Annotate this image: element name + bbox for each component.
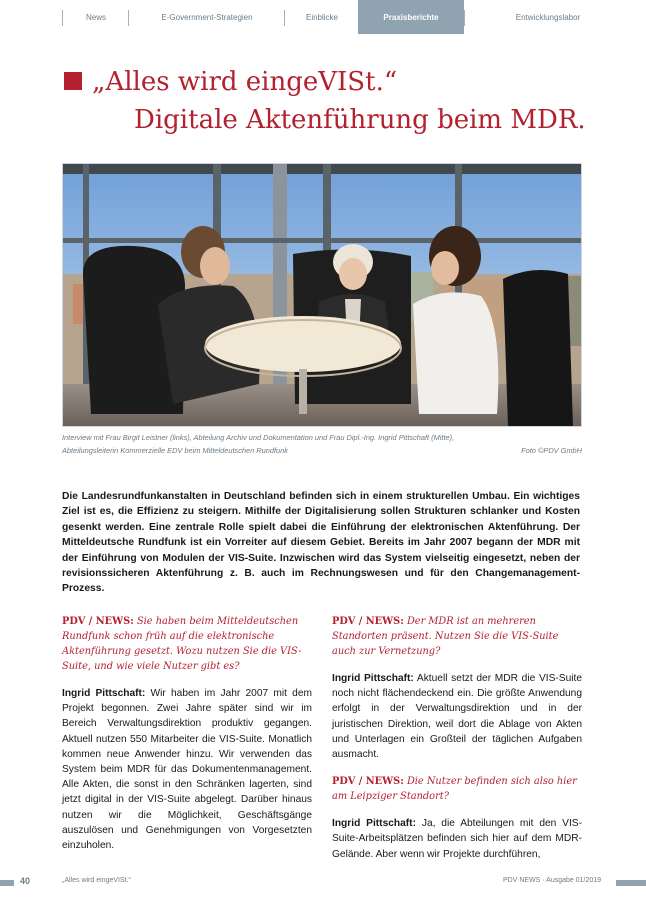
answer-2	[332, 671, 582, 762]
page-number: 40	[20, 876, 31, 886]
tab-e-government-strategien[interactable]: E-Government-Strategien	[128, 10, 285, 26]
tab-einblicke[interactable]: Einblicke	[284, 10, 359, 26]
answer-2-text: Aktuell setzt der MDR die VIS-Suite noch nicht flächendeckend ein. Die größte Anwendung erfolgt in der Verwaltungsdirektion und in der juristischen Direktion, weil dort die Ablage von Akten und Unterlagen ein Großteil der täglichen Aufgaben ausmacht.	[332, 673, 582, 761]
answer-1	[62, 686, 312, 853]
issue-label: PDV NEWS · Ausgabe 01/2019	[503, 877, 602, 884]
footer-bar-left	[0, 880, 14, 886]
answer-3	[332, 816, 582, 862]
photo-credit: Foto ©PDV GmbH	[521, 446, 582, 455]
tab-praxisberichte[interactable]: Praxisberichte	[358, 0, 464, 34]
question-1-label: PDV / NEWS:	[62, 616, 134, 627]
running-title: „Alles wird eingeVISt.“	[62, 877, 131, 884]
headline-line-2: Digitale Aktenführung beim MDR.	[134, 105, 586, 135]
question-2-label: PDV / NEWS:	[332, 616, 404, 627]
answer-3-speaker: Ingrid Pittschaft:	[332, 818, 416, 830]
question-2	[332, 614, 582, 659]
tab-entwicklungslabor[interactable]: Entwicklungslabor	[464, 10, 631, 26]
photo-caption	[62, 431, 582, 457]
headline-line-1: „Alles wird eingeVISt.“	[92, 67, 398, 97]
caption-line-2: Abteilungsleiterin Kommerzielle EDV beim Mitteldeutschen Rundfunk	[62, 446, 288, 455]
lead-paragraph: Die Landesrundfunkanstalten in Deutschland befinden sich in einem strukturellen Umbau. Ein wichtiges Ziel ist es, die Effizienz zu steigern. Mithilfe der Digitalisierung sollen Strukturen schlanker und Kosten gesenkt werden. Eine zentrale Rolle spielt dabei die Einführung der elektronischen Aktenführung. Der Mitteldeutsche Rundfunk ist ein Vorreiter auf diesem Gebiet. Bereits im Jahr 2007 begann der MDR mit der Einführung von Modulen der VIS-Suite. Inzwischen wird das System vielseitig eingesetzt, neben der revisionssicheren Aktenführung z. B. auch im Rechnungswesen und für den Changemanagement-Prozess.	[62, 491, 580, 595]
article-headline	[62, 66, 622, 136]
question-3	[332, 774, 582, 804]
page-footer	[0, 876, 646, 890]
caption-line-1: Interview mit Frau Birgit Leistner (links), Abteilung Archiv und Dokumentation und Frau Dipl.-Ing. Ingrid Pittschaft (Mitte),	[62, 433, 455, 442]
answer-1-text: Wir haben im Jahr 2007 mit dem Projekt begonnen. Zwei Jahre später sind wir im Bereich Verwaltungsdirektion produktiv gegangen. Aktuell nutzen 550 Mitarbeiter die VIS-Suite. Monatlich kommen neue Anwender hinzu. Wir verwenden das System beim MDR für das Dokumentenmanagement. Alle Akten, die sonst in den Schränken lagerten, sind jetzt digital in der VIS-Suite abgelegt. Darüber hinaus nutzen wir die Möglichkeit, Geschäftsgänge auszulösen und Genehmigungen von Vorgesetzten einzuholen.	[62, 688, 312, 852]
answer-3-text: Ja, die Abteilungen mit den VIS-Suite-Arbeitsplätzen befinden sich hier auf dem MDR-Gelände. Aber wenn wir Projekte durchführen,	[332, 818, 582, 860]
question-3-text: Die Nutzer befinden sich also hier am Leipziger Standort?	[332, 776, 577, 803]
left-column	[62, 614, 312, 865]
question-1-text: Sie haben beim Mitteldeutschen Rundfunk schon früh auf die elektronische Aktenführung gesetzt. Wozu nutzen Sie die VIS-Suite, und wie viele Nutzer gibt es?	[62, 616, 302, 672]
headline-square-icon	[64, 72, 82, 90]
answer-2-speaker: Ingrid Pittschaft:	[332, 673, 414, 684]
section-navigation	[62, 10, 630, 34]
question-2-text: Der MDR ist an mehreren Standorten präsent. Nutzen Sie die VIS-Suite auch zur Vernetzung?	[332, 616, 559, 657]
tab-news[interactable]: News	[62, 10, 129, 26]
question-1	[62, 614, 312, 674]
question-3-label: PDV / NEWS:	[332, 776, 404, 788]
right-column	[332, 614, 582, 874]
answer-1-speaker: Ingrid Pittschaft:	[62, 688, 146, 699]
interview-photo	[62, 163, 582, 427]
footer-bar-right	[616, 880, 646, 886]
